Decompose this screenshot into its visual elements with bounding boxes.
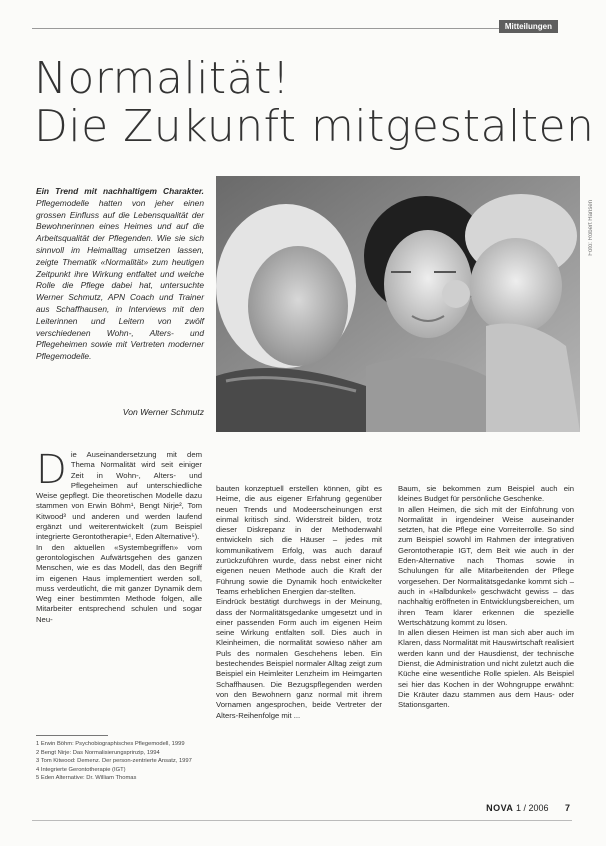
lead-paragraph — [36, 186, 204, 363]
paragraph: bauten konzeptuell erstellen können, gibt es Heime, die aus eigener Erfahrung gegenüber neuen Trends und Modeerscheinungen erst einmal kritisch sind. Widerstreit bilden, trotz dieser Diskrepanz in der Methodenwahl entwickeln sich die Häuser – jedes mit kommunikativem Erfolg, was auch darauf zurückzuführen wurde, dass nebst einer nicht eigenen neuen Methode auch die Kraft der Führung sowie die Dynamik hoch entwickelter Teams erheblichen Energien dar-stellten. — [216, 484, 382, 596]
paragraph: ie Auseinandersetzung mit dem Thema Normalität wird seit einiger Zeit in Wohn-, Alters- und Pflegeheimen auf unterschiedliche Weise gepflegt. Die theoretischen Modelle dazu stammen von Erwin Böhm¹, Bengt Nirje², Tom Kitwood³ und anderen und werden laufend ergänzt und weiterentwickelt (zum Beispiel integrierte Gerontotherapie⁴, Eden Alternative⁵). — [36, 450, 202, 542]
photo-credit: Foto: Robert Hansen — [588, 200, 594, 256]
paragraph: In allen diesen Heimen ist man sich aber auch im Klaren, dass Normalität mit Hauswirtschaft realisiert werden kann und der Hausdienst, der technische Dienst, die Administration und nicht zuletzt auch die Küche eine wesentliche Rolle spielen. Als Beispiel sei hier das Kochen in der Wohngruppe erwähnt: Die Kräuter dazu stammen aus dem Haus- oder Stationsgarten. — [398, 628, 575, 710]
page-title — [34, 55, 594, 151]
paragraph: In allen Heimen, die sich mit der Einführung von Normalität in irgendeiner Weise auseinander setzten, hat die Pflege eine Vorreiterrolle. So sind zum Beispiel sowohl im Rahmen der integrativen Gerontotherapie IGT, dem Beit wie auch in der Eden-Alternative nach Thomas sowie in Schulungen für alle Mitarbeitenden der Pflege vorgesehen. Der Normalitätsgedanke kommt sich – auch in «Halbdunkel» geschwächt gewiss – das nachhaltig eröffneten in Entwicklungsbereichen, um ihren Team klarer erkennen die spezielle Wertschätzung kommt zu lösen. — [398, 504, 574, 627]
dropcap: D — [36, 447, 67, 493]
footnote: 4 Integrierte Gerontotherapie (IGT) — [36, 766, 126, 773]
magazine-name: NOVA — [486, 803, 514, 813]
issue-number: 1 / 2006 — [515, 803, 549, 813]
author-byline: Von Werner Schmutz — [122, 407, 204, 417]
footnote-rule — [36, 735, 108, 736]
footer-rule — [32, 820, 572, 821]
header-rule — [32, 28, 540, 29]
page-footer — [486, 803, 570, 813]
body-column-1 — [36, 447, 202, 625]
footnote: 2 Bengt Nirje: Das Normalisierungsprinzip, 1994 — [36, 749, 160, 756]
body-column-2 — [216, 484, 382, 721]
paragraph: Eindrück bestätigt durchwegs in der Meinung, dass der Normalitätsgedanke umgesetzt und in einer passenden Form auch im eigenen Heim seine Wirkung entfalten soll. Dies auch in Kleinheimen, die normalität sowieso näher am Puls des normalen Geschehens leben. Ein bestechendes Beispiel normaler Alltag zeigt zum Beispiel ein Heimleiter Lenzheim im Heimgarten Schaffhausen. Die Bezugspflegenden werden von den Bewohnern ganz normal mit ihrem Vornamen angesprochen, beide Vertreter der Alters-Reihenfolge mit ... — [216, 597, 382, 720]
footnote: 3 Tom Kitwood: Demenz. Der person-zentrierte Ansatz, 1997 — [36, 758, 192, 765]
lead-text: Pflegemodelle hatten von jeher einen grossen Einfluss auf die Lebensqualität der Bewohnerinnen eines Heimes und auf die Arbeitsqualität der Pflegenden. Wie sie sich sinnvoll im Heimalltag umsetzen lassen, zeigte Thematik «Normalität» zum heutigen Zeitpunkt ihre Wirkung entfaltet und welche Rolle die Pflege dabei hat, untersuchte Werner Schmutz, APN Coach und Trainer aus Schaffhausen, in Interviews mit den Leiterinnen und Leitern von zwölf verschiedenen Wohn-, Alters- und Pflegeheimen sowie mit Vertreten moderner Pflegemodelle. — [36, 197, 204, 362]
footnote: 5 Eden Alternative: Dr. William Thomas — [36, 775, 137, 782]
footnote: 1 Erwin Böhm: Psychobiographisches Pflegemodell, 1999 — [36, 741, 185, 747]
page-number: 7 — [564, 803, 570, 813]
footnotes — [36, 741, 204, 784]
photo-elderly-woman-caregiver-baby — [216, 176, 580, 432]
paragraph: Baum, sie bekommen zum Beispiel auch ein kleines Budget für persönliche Geschenke. — [398, 484, 574, 504]
title-line-1: Normalität! — [34, 53, 291, 104]
section-tag: Mitteilungen — [499, 20, 558, 33]
title-line-2: Die Zukunft mitgestalten — [34, 101, 595, 152]
paragraph: In den aktuellen «Systembegriffen» vom gerontologischen Aufwärtsgehen des ganzen Menschen, wie es das Modell, das den Begriff im eigenen Haus implementiert werden soll, muss verdeutlicht, die mit ganzer Dynamik dem Weg einer bestimmten Methode folgen, alle Mitarbeiter entsprechend schulen und sogar Neu- — [36, 542, 202, 624]
body-column-3 — [398, 484, 574, 711]
lead-bold: Ein Trend mit nachhaltigem Charakter. — [36, 186, 204, 196]
